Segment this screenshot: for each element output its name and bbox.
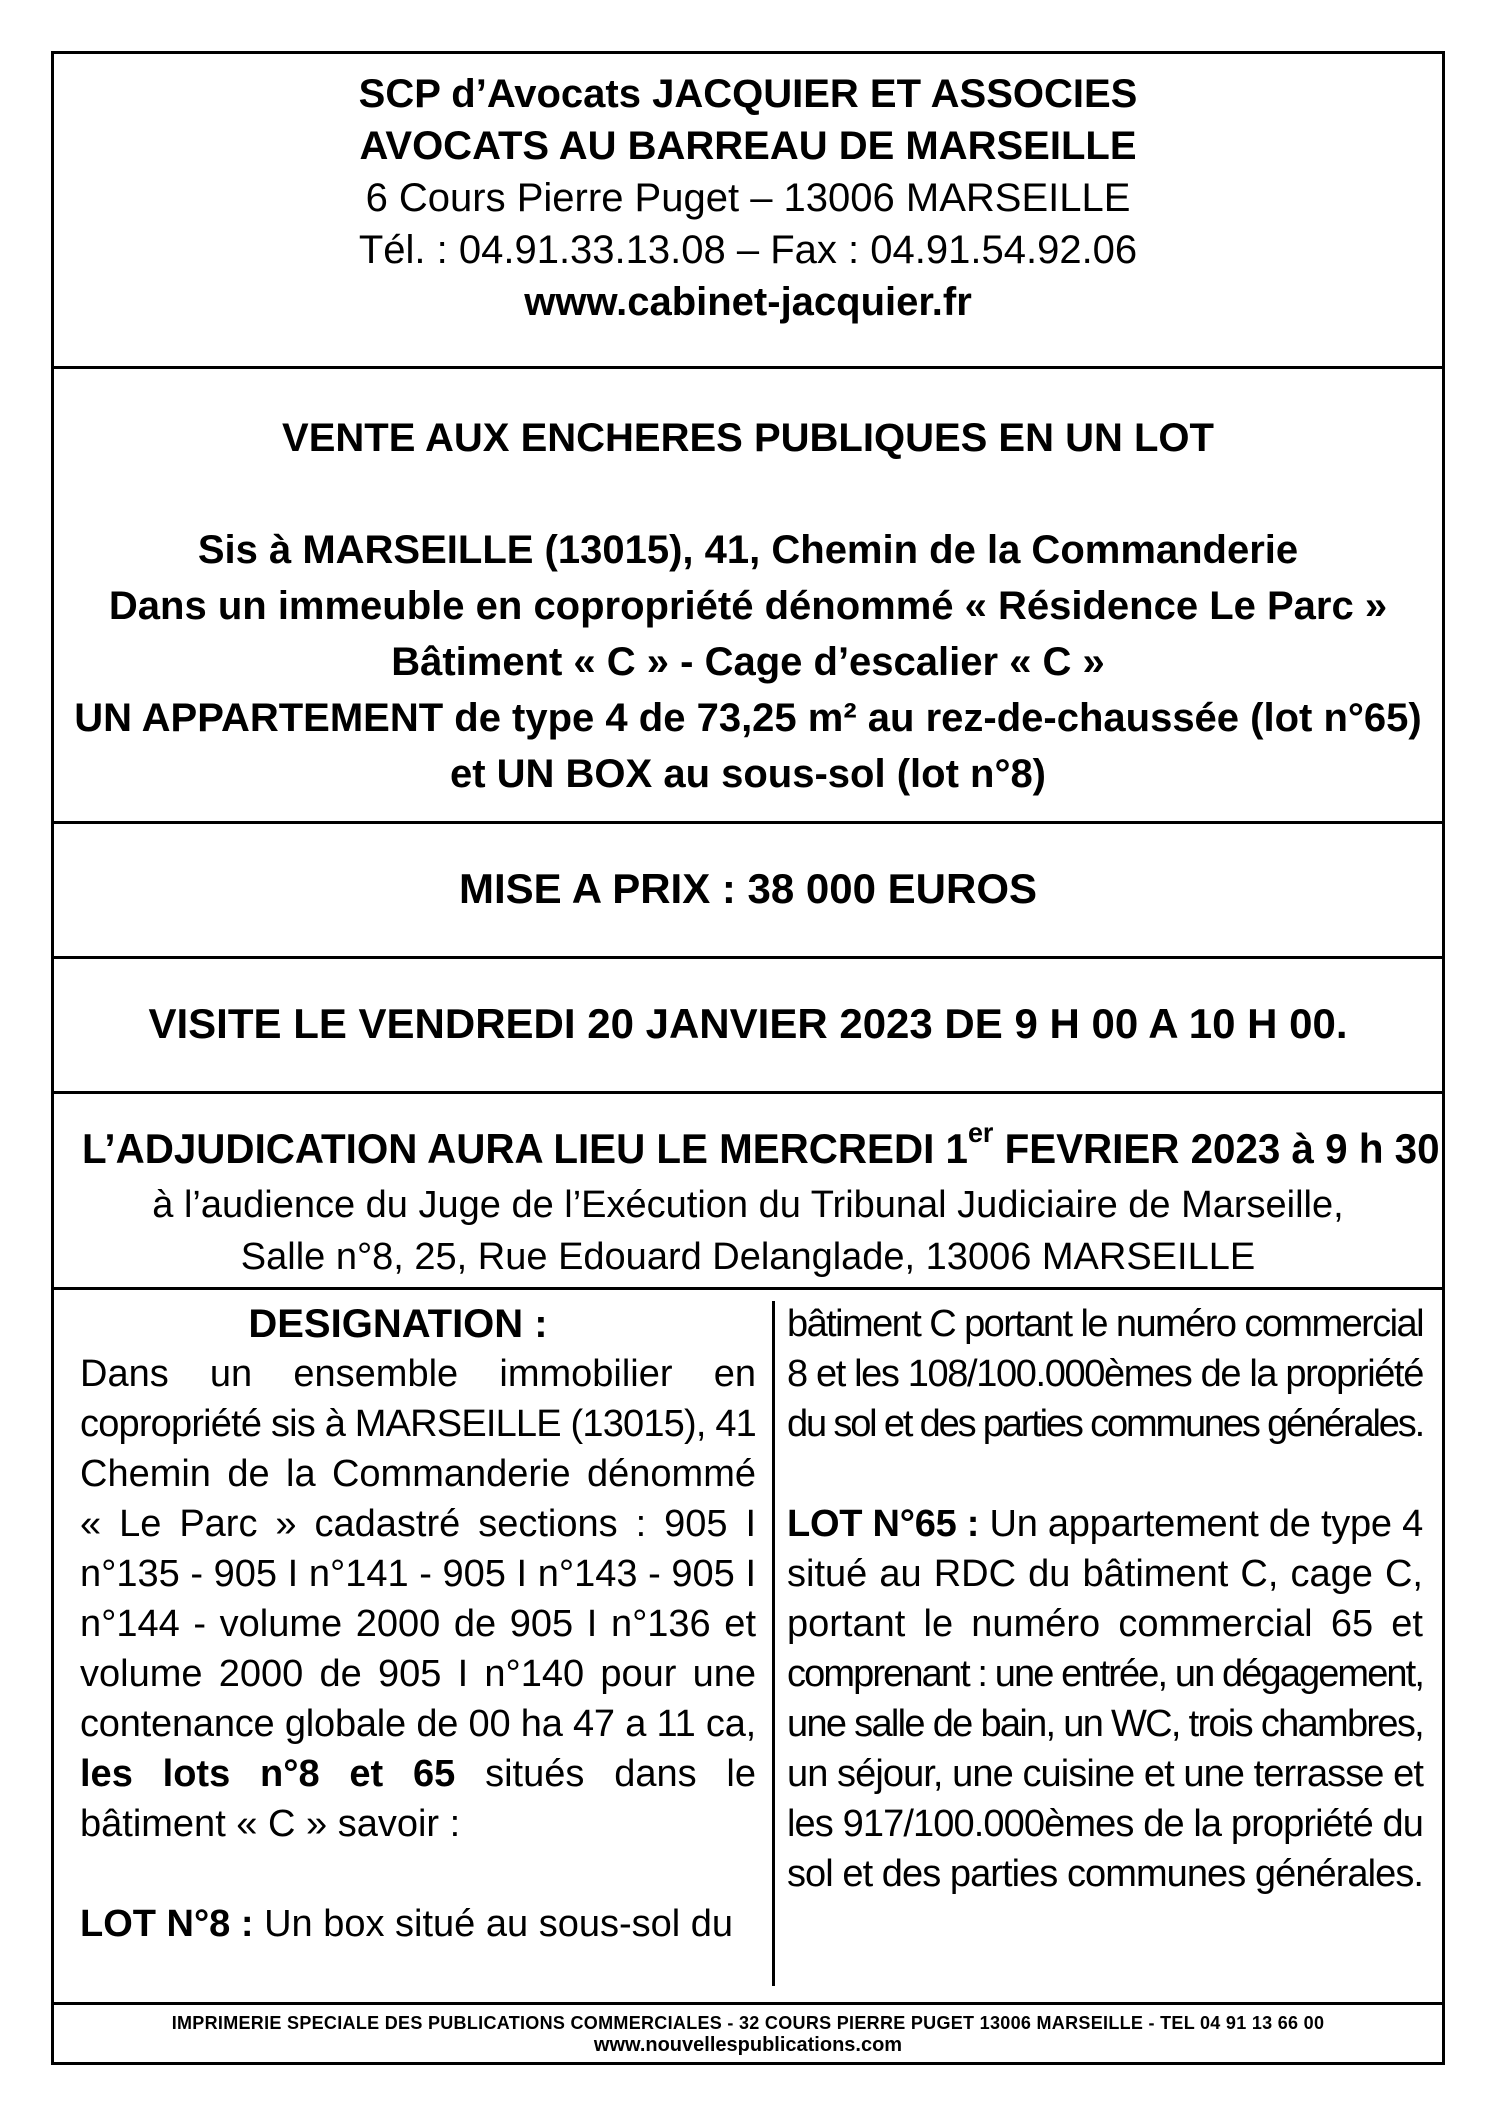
- designation-lots-line: les lots n°8 et 65 situés dans le: [80, 1753, 756, 1795]
- lot65-line: LOT N°65 : Un appartement de type 4: [787, 1503, 1423, 1545]
- adjudication-room: Salle n°8, 25, Rue Edouard Delanglade, 13006 MARSEILLE: [240, 1236, 1256, 1278]
- starting-price: [54, 821, 1442, 956]
- lot65-description-line: les 917/100.000èmes de la propriété du: [787, 1803, 1423, 1845]
- lot65-description-line: comprenant : une entrée, un dégagement,: [787, 1653, 1424, 1695]
- designation-line: volume 2000 de 905 I n°140 pour une: [80, 1653, 756, 1695]
- sale-building: Dans un immeuble en copropriété dénommé « Résidence Le Parc »: [108, 584, 1388, 628]
- law-firm-header: [54, 54, 1442, 366]
- visit-info: [54, 956, 1442, 1091]
- firm-address: 6 Cours Pierre Puget – 13006 MARSEILLE: [365, 176, 1131, 220]
- firm-phone-fax: Tél. : 04.91.33.13.08 – Fax : 04.91.54.92.06: [358, 228, 1138, 272]
- printer-info: IMPRIMERIE SPECIALE DES PUBLICATIONS COMMERCIALES - 32 COURS PIERRE PUGET 13006 MARSEILLE - TEL 04 91 13 66 00: [171, 2013, 1325, 2033]
- lot65-description-line: situé au RDC du bâtiment C, cage C,: [787, 1553, 1423, 1595]
- designation-section: [54, 1287, 1442, 2002]
- firm-website: www.cabinet-jacquier.fr: [524, 280, 972, 324]
- sale-apartment: UN APPARTEMENT de type 4 de 73,25 m² au rez-de-chaussée (lot n°65): [74, 696, 1422, 740]
- adjudication-info: [54, 1091, 1442, 1287]
- designation-line: Chemin de la Commanderie dénommé: [80, 1453, 756, 1495]
- designation-line: copropriété sis à MARSEILLE (13015), 41: [80, 1403, 756, 1445]
- adjudication-court: à l’audience du Juge de l’Exécution du Tribunal Judiciaire de Marseille,: [152, 1184, 1344, 1226]
- designation-line: « Le Parc » cadastré sections : 905 I: [80, 1503, 756, 1545]
- sale-location: Sis à MARSEILLE (13015), 41, Chemin de la Commanderie: [197, 528, 1299, 572]
- designation-line: contenance globale de 00 ha 47 a 11 ca,: [80, 1703, 756, 1745]
- visit-text: VISITE LE VENDREDI 20 JANVIER 2023 DE 9 H 00 A 10 H 00.: [148, 1000, 1348, 1047]
- designation-line: n°144 - volume 2000 de 905 I n°136 et: [80, 1603, 756, 1645]
- lot8-description-line: du sol et des parties communes générales.: [787, 1403, 1423, 1445]
- designation-line: bâtiment « C » savoir :: [80, 1803, 461, 1845]
- designation-left-column: [80, 1287, 756, 1949]
- lot8-description-line: bâtiment C portant le numéro commercial: [787, 1303, 1423, 1345]
- designation-line: Dans un ensemble immobilier en: [80, 1353, 756, 1395]
- sale-description: [54, 366, 1442, 821]
- printer-footer: [54, 2002, 1442, 2065]
- sale-staircase: Bâtiment « C » - Cage d’escalier « C »: [391, 640, 1105, 684]
- printer-website: www.nouvellespublications.com: [593, 2034, 903, 2056]
- lot65-description-line: un séjour, une cuisine et une terrasse et: [787, 1753, 1423, 1795]
- lot8-description-line: 8 et les 108/100.000èmes de la propriété: [787, 1353, 1423, 1395]
- bar-association: AVOCATS AU BARREAU DE MARSEILLE: [359, 124, 1137, 168]
- designation-heading: DESIGNATION :: [248, 1302, 548, 1346]
- designation-right-column: [787, 1287, 1423, 1899]
- sale-box: et UN BOX au sous-sol (lot n°8): [449, 752, 1047, 796]
- legal-notice-page: [51, 51, 1445, 2065]
- lot8-line: LOT N°8 : Un box situé au sous-sol du: [80, 1903, 734, 1945]
- lot65-description-line: une salle de bain, un WC, trois chambres,: [787, 1703, 1423, 1745]
- lot65-description-line: portant le numéro commercial 65 et: [787, 1603, 1423, 1645]
- adjudication-date: L’ADJUDICATION AURA LIEU LE MERCREDI 1er FEVRIER 2023 à 9 h 30: [81, 1117, 1440, 1172]
- designation-line: n°135 - 905 I n°141 - 905 I n°143 - 905 I: [80, 1553, 756, 1595]
- sale-title: VENTE AUX ENCHERES PUBLIQUES EN UN LOT: [282, 416, 1214, 460]
- starting-price-text: MISE A PRIX : 38 000 EUROS: [458, 865, 1038, 912]
- firm-name: SCP d’Avocats JACQUIER ET ASSOCIES: [358, 72, 1138, 116]
- column-divider: [772, 1301, 775, 1986]
- lot65-description-line: sol et des parties communes générales.: [787, 1853, 1423, 1895]
